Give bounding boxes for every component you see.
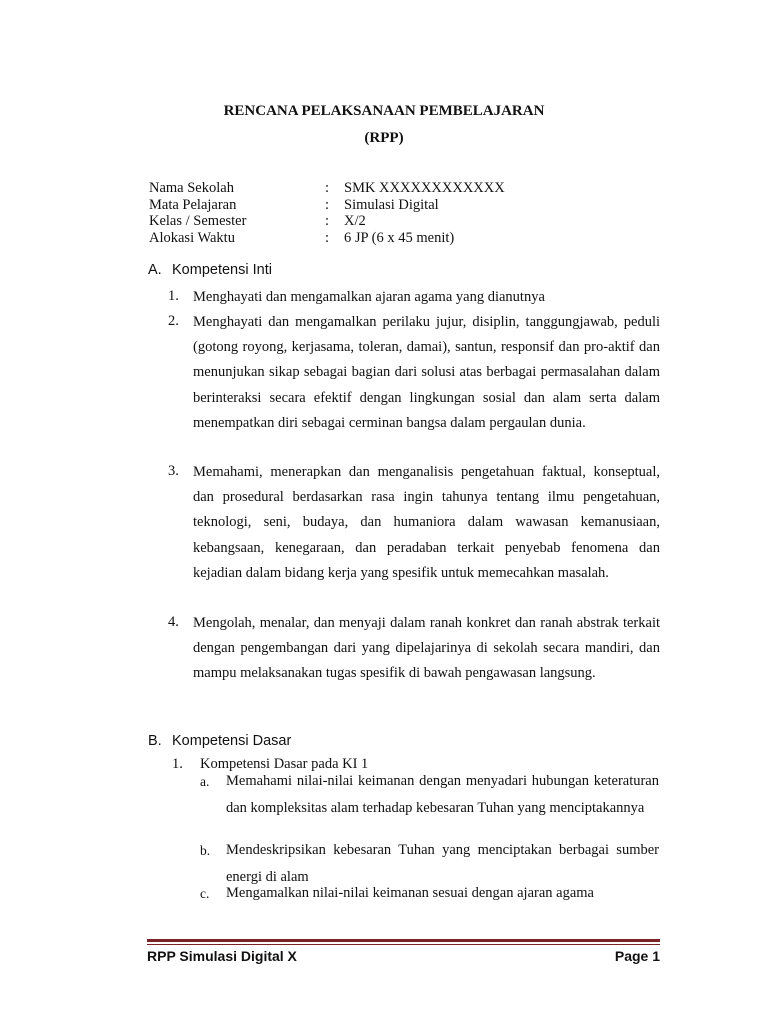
list-item	[168, 310, 660, 436]
section-title: Kompetensi Dasar	[172, 733, 292, 749]
list-item-number: 3.	[168, 463, 179, 479]
info-label: Nama Sekolah	[149, 180, 234, 196]
info-colon: :	[325, 180, 330, 196]
list-item-number: 1.	[172, 756, 183, 772]
list-item-text: Mengolah, menalar, dan menyaji dalam ranah konkret dan ranah abstrak terkait dengan pengembangan dari yang dipelajarinya di sekolah secara mandiri, dan mampu melaksanakan tugas spesifik di bawah pengawasan langsung.	[193, 615, 660, 682]
footer-document-name: RPP Simulasi Digital X	[147, 948, 297, 964]
document-subtitle: (RPP)	[364, 130, 404, 146]
section-heading-b	[148, 733, 291, 749]
footer-page-number: Page 1	[614, 948, 660, 964]
sub-list-letter: c.	[200, 886, 210, 901]
sub-list-item	[200, 768, 659, 822]
section-letter: A.	[148, 262, 162, 278]
sub-list-text: Memahami nilai-nilai keimanan dengan menyadari hubungan keteraturan dan kompleksitas alam terhadap kebesaran Tuhan yang menciptakannya	[226, 773, 659, 816]
info-value: Simulasi Digital	[344, 197, 439, 213]
sub-list-item	[200, 880, 659, 907]
info-label: Mata Pelajaran	[149, 197, 237, 213]
info-value: SMK XXXXXXXXXXXX	[344, 180, 505, 196]
list-item	[168, 285, 660, 310]
info-value: 6 JP (6 x 45 menit)	[344, 230, 455, 246]
list-item-number: 4.	[168, 614, 179, 630]
list-item-text: Kompetensi Dasar pada KI 1	[200, 756, 369, 772]
section-letter: B.	[148, 733, 162, 749]
sub-list-text: Mengamalkan nilai-nilai keimanan sesuai dengan ajaran agama	[226, 885, 594, 901]
sub-list-letter: a.	[200, 774, 210, 789]
section-heading-a	[148, 262, 272, 278]
info-label: Kelas / Semester	[149, 213, 247, 229]
document-title: RENCANA PELAKSANAAN PEMBELAJARAN	[223, 103, 545, 119]
info-value: X/2	[344, 213, 366, 229]
list-item-number: 1.	[168, 288, 179, 304]
info-colon: :	[325, 197, 330, 213]
info-colon: :	[325, 230, 330, 246]
list-item	[168, 611, 660, 687]
sub-list-text: Mendeskripsikan kebesaran Tuhan yang menciptakan berbagai sumber energi di alam	[226, 842, 659, 885]
list-item-text: Menghayati dan mengamalkan perilaku jujur, disiplin, tanggungjawab, peduli (gotong royong, kerjasama, toleran, damai), santun, responsif dan pro-aktif dan menunjukan sikap sebagai bagian dari solusi atas berbagai permasalahan dalam berinteraksi secara efektif dengan lingkungan sosial dan alam serta dalam menempatkan diri sebagai cerminan bangsa dalam pergaulan dunia.	[193, 314, 660, 431]
list-item-text: Menghayati dan mengamalkan ajaran agama yang dianutnya	[193, 289, 545, 305]
info-label: Alokasi Waktu	[149, 230, 235, 246]
footer-rule-thin	[147, 944, 660, 945]
section-title: Kompetensi Inti	[172, 262, 272, 278]
list-item	[168, 460, 660, 586]
sub-list-letter: b.	[200, 843, 211, 858]
list-item-number: 2.	[168, 313, 179, 329]
info-colon: :	[325, 213, 330, 229]
list-item-text: Memahami, menerapkan dan menganalisis pengetahuan faktual, konseptual, dan prosedural berdasarkan rasa ingin tahunya tentang ilmu pengetahuan, teknologi, seni, budaya, dan humaniora dalam wawasan kemanusiaan, kebangsaan, kenegaraan, dan peradaban terkait penyebab fenomena dan kejadian dalam bidang kerja yang spesifik untuk memecahkan masalah.	[193, 464, 660, 581]
footer-rule	[147, 939, 660, 942]
